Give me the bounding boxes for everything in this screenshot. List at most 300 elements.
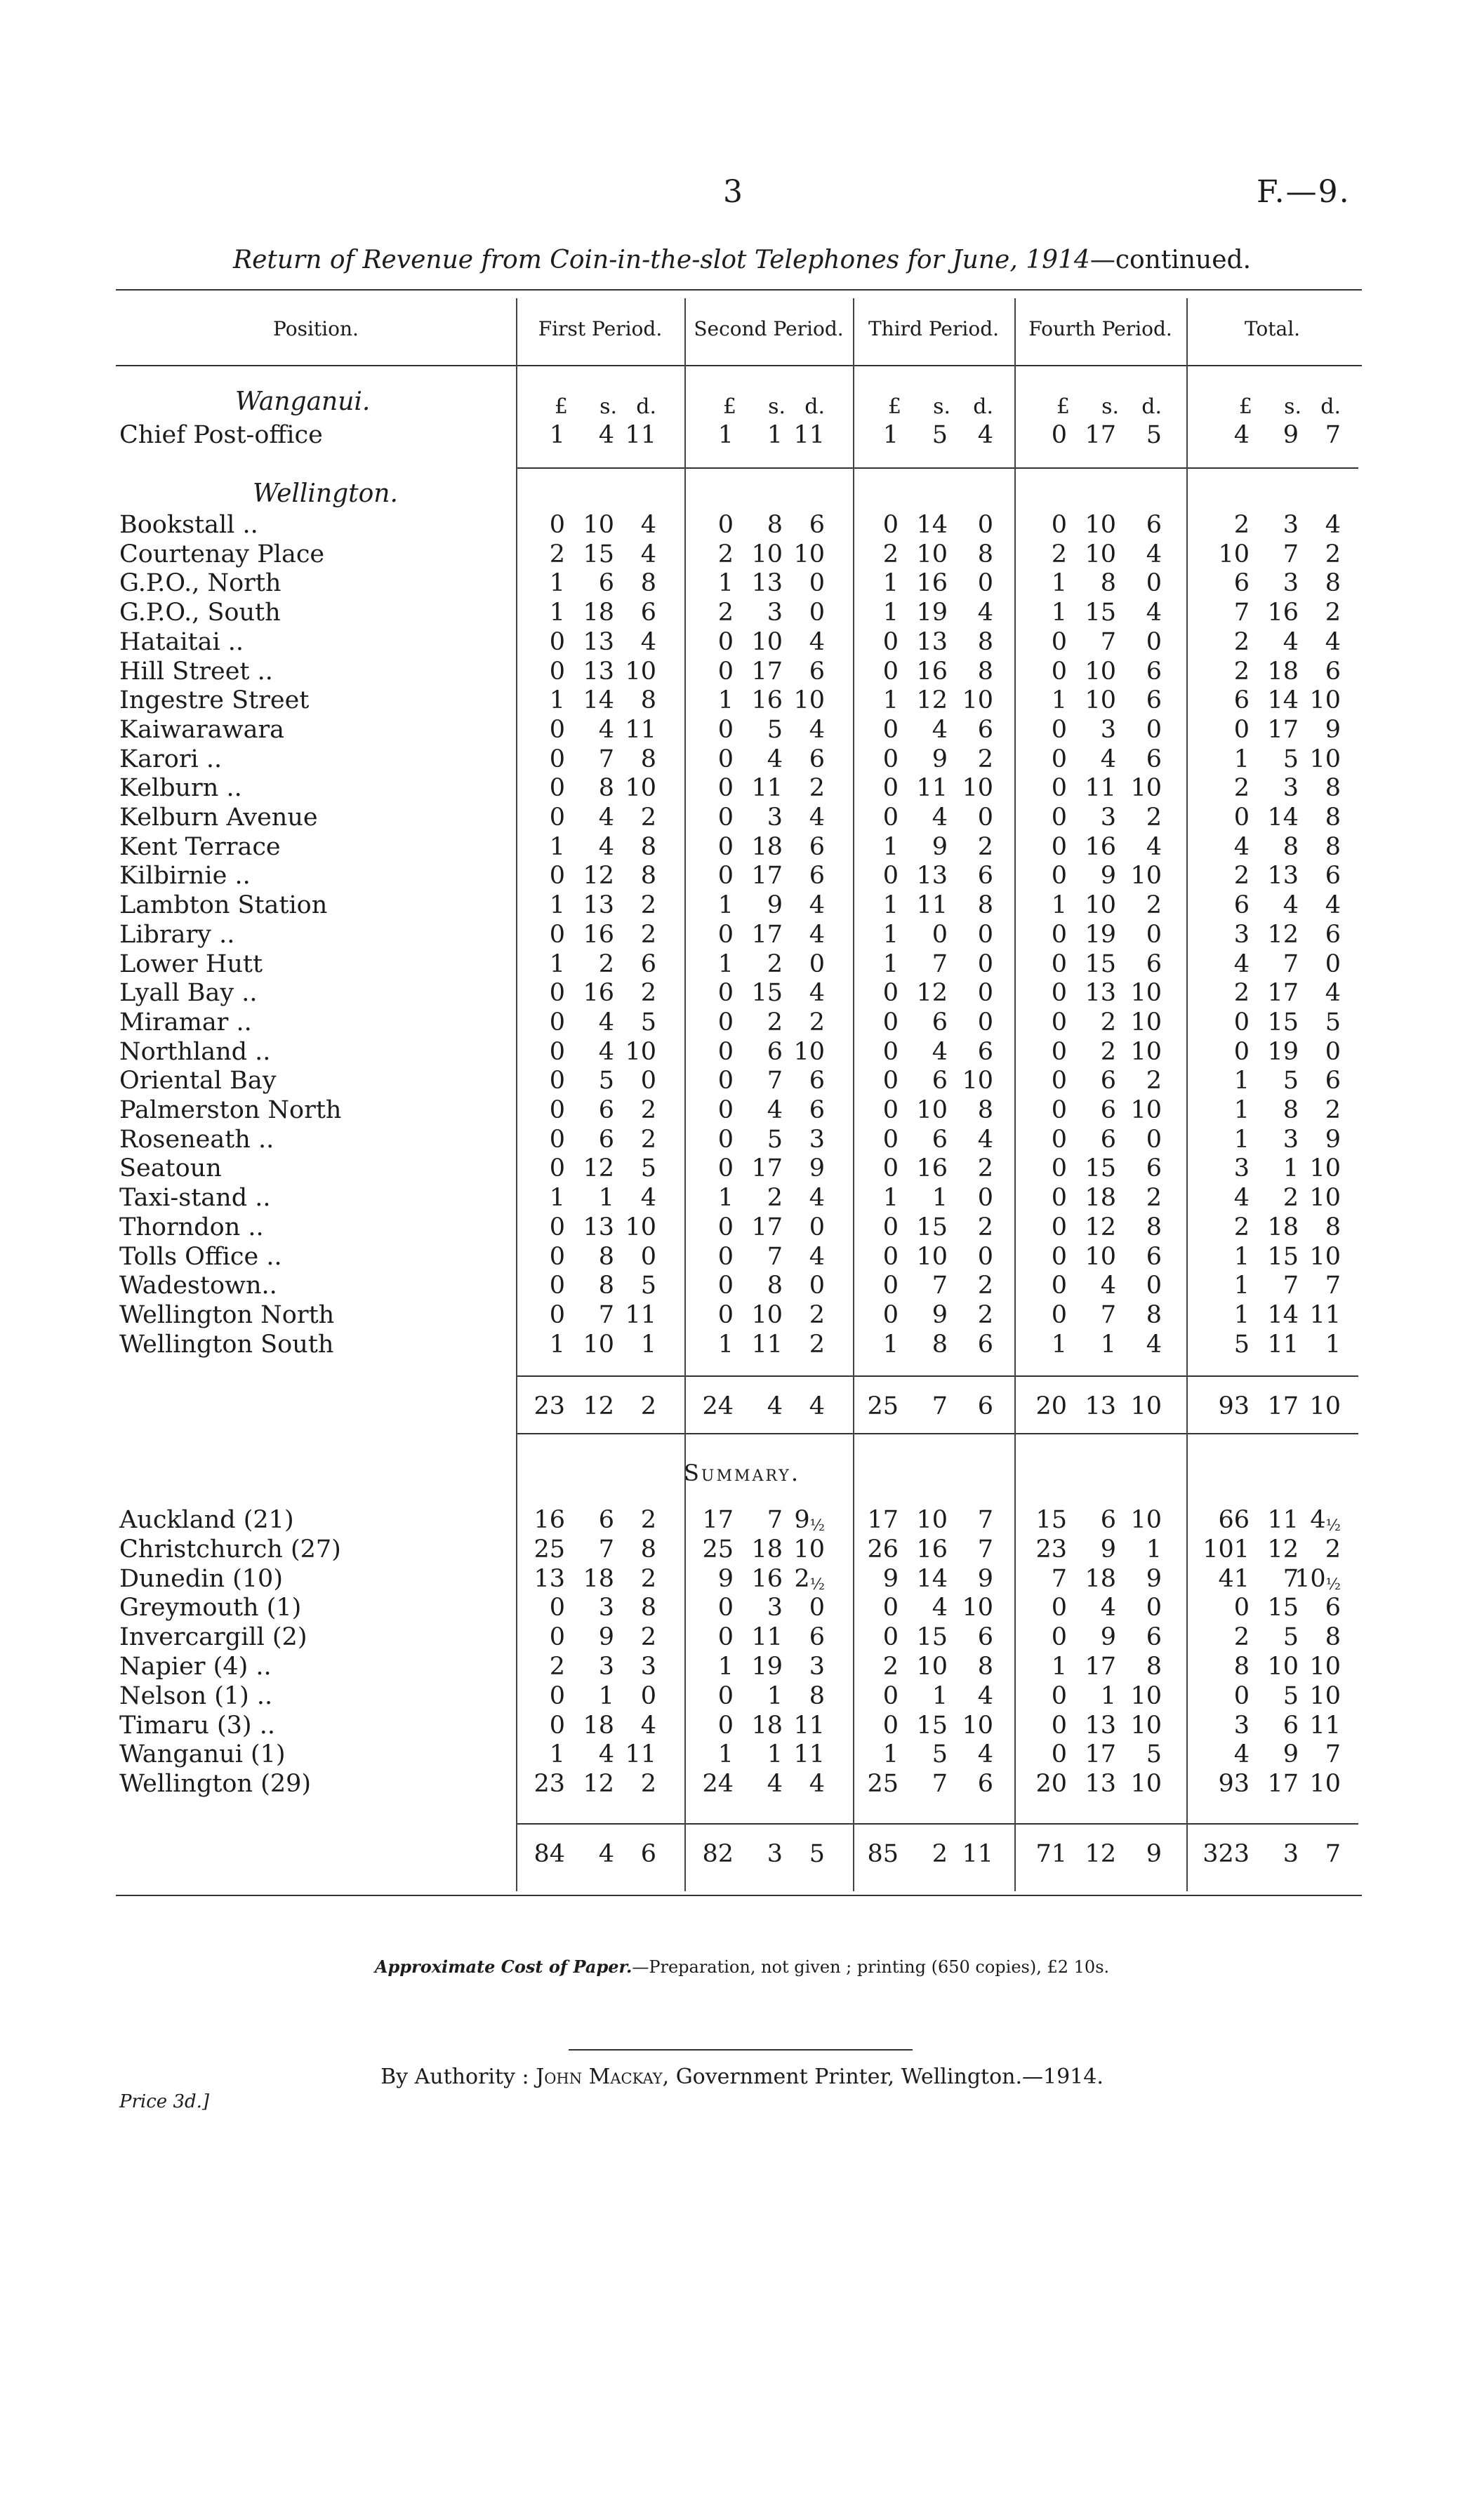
cell-p2-pounds: 0: [717, 774, 734, 803]
summary-row: [0, 1506, 1484, 1535]
cell-p1-shillings: 10: [583, 511, 614, 539]
cell-p1-pounds: 0: [549, 1681, 565, 1710]
cell-p1-pounds: 0: [549, 804, 565, 832]
cell-p4-pence: 2: [1146, 804, 1162, 832]
cell-p2-pence: 2: [809, 1300, 825, 1329]
summary-row: [0, 1653, 1484, 1682]
cell-p3-shillings: 14: [916, 1564, 948, 1593]
cell-p2-pounds: 17: [702, 1506, 734, 1534]
cell-p1-pounds: 1: [549, 891, 565, 920]
cell-p1-pence: 8: [640, 686, 656, 715]
cell-p4-pence: 0: [1146, 627, 1162, 656]
cell-total-pounds: 2: [1233, 657, 1250, 686]
cell-p3-shillings: 16: [916, 569, 948, 598]
cell-p3-shillings: 1: [932, 1184, 948, 1213]
cell-p2-pence: 10: [793, 540, 825, 568]
row-label: Napier (4) ..: [119, 1653, 272, 1681]
cell-p3-shillings: 4: [932, 715, 948, 744]
cell-p4-pounds: 0: [1051, 745, 1067, 773]
cell-p2-shillings: 4: [767, 745, 783, 773]
cell-p4-pounds: 0: [1051, 421, 1067, 449]
cell-total-pounds: 0: [1233, 804, 1250, 832]
cell-total-pence: 6: [1325, 1067, 1341, 1095]
unit-shilling: s.: [1101, 394, 1119, 419]
cell-p1-shillings: 3: [598, 1653, 614, 1681]
summary-total-top-rule: [516, 1823, 1358, 1825]
cell-p2-shillings: 17: [751, 862, 783, 891]
row-label: Chief Post-office: [119, 421, 323, 449]
cell-p2-pence: 11: [793, 1711, 825, 1740]
cell-p4-shillings: 12: [1085, 1840, 1116, 1868]
cell-total-shillings: 9: [1283, 421, 1299, 449]
summary-row: [0, 1682, 1484, 1712]
cell-p2-pence: 4: [809, 979, 825, 1008]
cell-p2-pounds: 0: [717, 1008, 734, 1036]
table-row: [0, 862, 1484, 891]
cell-p4-pounds: 0: [1051, 862, 1067, 891]
cell-p4-pounds: 0: [1051, 774, 1067, 803]
cell-p1-pounds: 0: [549, 774, 565, 803]
cell-p1-shillings: 4: [598, 715, 614, 744]
row-label: Timaru (3) ..: [119, 1711, 275, 1740]
cell-p4-pounds: 0: [1051, 1740, 1067, 1769]
cell-p4-pounds: 0: [1051, 1272, 1067, 1300]
table-row: [0, 950, 1484, 980]
cell-p1-pounds: 0: [549, 1272, 565, 1300]
table-row: [0, 421, 1484, 451]
cell-p3-pence: 6: [977, 862, 993, 891]
cell-p4-shillings: 13: [1085, 1392, 1116, 1420]
cell-p2-pounds: 0: [717, 804, 734, 832]
cell-p1-pence: 4: [640, 627, 656, 656]
cell-p4-pounds: 0: [1051, 1711, 1067, 1740]
cost-label: Approximate Cost of Paper.: [374, 1956, 632, 1977]
cell-p1-shillings: 13: [583, 891, 614, 920]
cell-p3-shillings: 5: [932, 421, 948, 449]
cell-total-pence: 7: [1325, 1740, 1341, 1769]
cell-p4-pounds: 0: [1051, 511, 1067, 539]
header-fourth-period: Fourth Period.: [1028, 317, 1172, 340]
cell-p4-pence: 6: [1146, 1154, 1162, 1183]
cell-p2-shillings: 7: [767, 1242, 783, 1271]
cell-p2-pounds: 0: [717, 979, 734, 1008]
row-label: Hill Street ..: [119, 657, 273, 686]
cell-p2-shillings: 19: [751, 1653, 783, 1681]
cell-total-shillings: 18: [1267, 1213, 1299, 1241]
cell-p1-pence: 6: [640, 1840, 656, 1868]
cell-p1-pounds: 0: [549, 920, 565, 949]
cell-p2-pence: 4: [809, 715, 825, 744]
cell-total-shillings: 15: [1267, 1008, 1299, 1036]
cell-total-pence: 8: [1325, 774, 1341, 803]
cell-p3-shillings: 16: [916, 1535, 948, 1564]
cell-p3-pounds: 1: [882, 832, 899, 861]
cell-p1-pence: 5: [640, 1008, 656, 1036]
cell-total-pence: 10: [1309, 1184, 1341, 1213]
cell-p1-pence: 2: [640, 1506, 656, 1534]
cell-total-pounds: 2: [1233, 1213, 1250, 1241]
cell-p1-shillings: 8: [598, 1272, 614, 1300]
cell-p4-pence: 10: [1130, 774, 1162, 803]
cell-total-pence: 8: [1325, 1213, 1341, 1241]
header-total: Total.: [1244, 317, 1301, 340]
cell-p4-shillings: 10: [1085, 657, 1116, 686]
cell-total-pence: 10: [1309, 1770, 1341, 1799]
cell-p3-pence: 4: [977, 421, 993, 449]
cell-p3-pounds: 0: [882, 1125, 899, 1154]
cell-p2-shillings: 8: [767, 511, 783, 539]
cell-total-shillings: 11: [1267, 1330, 1299, 1359]
cell-p3-shillings: 14: [916, 511, 948, 539]
cell-p4-shillings: 7: [1100, 627, 1116, 656]
cell-total-pence: 10: [1309, 745, 1341, 773]
cell-p1-pounds: 1: [549, 686, 565, 715]
cell-p3-shillings: 12: [916, 686, 948, 715]
table-row: [0, 1038, 1484, 1067]
cell-p1-pence: 0: [640, 1067, 656, 1095]
cell-total-pounds: 3: [1233, 1154, 1250, 1183]
cell-p4-pence: 0: [1146, 1594, 1162, 1622]
row-label: Northland ..: [119, 1037, 271, 1066]
cell-p1-pounds: 0: [549, 1067, 565, 1095]
cell-p4-shillings: 3: [1100, 804, 1116, 832]
cell-p3-pence: 0: [977, 569, 993, 598]
cell-p2-pounds: 0: [717, 1125, 734, 1154]
unit-pence: d.: [636, 394, 656, 419]
cell-p1-pence: 10: [625, 774, 656, 803]
row-label: Karori ..: [119, 745, 223, 773]
half-fraction: ½: [1325, 1575, 1341, 1594]
cell-p3-shillings: 0: [932, 920, 948, 949]
cell-total-pence: 4: [1325, 511, 1341, 539]
unit-pence: d.: [1320, 394, 1341, 419]
row-label: Oriental Bay: [119, 1067, 277, 1095]
cell-p4-shillings: 3: [1100, 715, 1116, 744]
cell-p3-pence: 6: [977, 1330, 993, 1359]
cell-total-shillings: 6: [1283, 1711, 1299, 1740]
cell-p1-pounds: 1: [549, 949, 565, 978]
row-label: Greymouth (1): [119, 1594, 302, 1622]
cell-p4-pence: 5: [1146, 421, 1162, 449]
cell-p4-shillings: 10: [1085, 891, 1116, 920]
row-label: Roseneath ..: [119, 1125, 274, 1154]
cell-p2-pence: 0: [809, 949, 825, 978]
cell-p4-pence: 8: [1146, 1213, 1162, 1241]
cell-p4-pounds: 0: [1051, 657, 1067, 686]
cell-p3-shillings: 6: [932, 1008, 948, 1036]
cell-p4-pounds: 0: [1051, 1242, 1067, 1271]
cell-total-shillings: 1: [1283, 1154, 1299, 1183]
cell-p2-pence: 6: [809, 657, 825, 686]
cell-p4-pounds: 0: [1051, 715, 1067, 744]
cell-p4-shillings: 11: [1085, 774, 1116, 803]
cell-p4-pence: 10: [1130, 1008, 1162, 1036]
cell-p2-pounds: 0: [717, 511, 734, 539]
cell-p2-shillings: 4: [767, 1392, 783, 1420]
cell-p1-pounds: 0: [549, 1711, 565, 1740]
cell-p2-pounds: 0: [717, 1037, 734, 1066]
cell-total-pence: 6: [1325, 862, 1341, 891]
cell-p3-pence: 4: [977, 1681, 993, 1710]
cell-p1-pence: 2: [640, 1125, 656, 1154]
cell-total-shillings: 4: [1283, 627, 1299, 656]
document-reference: F.—9.: [1257, 174, 1351, 210]
cell-total-shillings: 12: [1267, 1535, 1299, 1564]
cell-p4-pence: 0: [1146, 920, 1162, 949]
cell-p3-pence: 4: [977, 1125, 993, 1154]
cell-p3-pence: 0: [977, 949, 993, 978]
cell-p3-pounds: 0: [882, 804, 899, 832]
cell-p2-shillings: 17: [751, 657, 783, 686]
cell-p3-pence: 0: [977, 1242, 993, 1271]
table-row: [0, 1008, 1484, 1038]
cell-total-pence: 7: [1325, 1840, 1341, 1868]
cell-total-pence: 9: [1325, 715, 1341, 744]
cell-p4-pounds: 0: [1051, 1213, 1067, 1241]
cell-p2-pence: 9: [809, 1154, 825, 1183]
cell-p1-pence: 10: [625, 1037, 656, 1066]
cell-p2-pence: 4: [809, 891, 825, 920]
table-row: [0, 1301, 1484, 1331]
section-wanganui: Wanganui.: [235, 387, 371, 416]
cell-p2-pounds: 0: [717, 1623, 734, 1652]
cell-p4-pounds: 23: [1035, 1535, 1067, 1564]
cell-total-pounds: 6: [1233, 686, 1250, 715]
table-row: [0, 1243, 1484, 1272]
cell-total-pence: 8: [1325, 569, 1341, 598]
cell-p2-shillings: 8: [767, 1272, 783, 1300]
cell-p4-shillings: 17: [1085, 1653, 1116, 1681]
cell-p3-pence: 0: [977, 804, 993, 832]
table-row: [0, 716, 1484, 745]
cell-p2-pounds: 2: [717, 599, 734, 627]
cell-total-pounds: 2: [1233, 1623, 1250, 1652]
unit-shilling: s.: [1284, 394, 1301, 419]
row-label: Invercargill (2): [119, 1623, 307, 1652]
cell-p1-pounds: 13: [534, 1564, 565, 1593]
row-label: Kelburn ..: [119, 774, 242, 803]
cell-p1-shillings: 5: [598, 1067, 614, 1095]
cell-p2-pence: 4: [809, 1392, 825, 1420]
page-number: 3: [723, 174, 743, 210]
cell-p2-shillings: 10: [751, 1300, 783, 1329]
cell-total-shillings: 5: [1283, 1681, 1299, 1710]
cell-total-shillings: 3: [1283, 1840, 1299, 1868]
cell-p3-pounds: 0: [882, 1213, 899, 1241]
cell-total-shillings: 11: [1267, 1506, 1299, 1534]
cell-total-shillings: 19: [1267, 1037, 1299, 1066]
cell-p4-shillings: 17: [1085, 421, 1116, 449]
cell-p3-shillings: 7: [932, 1770, 948, 1799]
cell-p2-pounds: 1: [717, 1740, 734, 1769]
cell-total-pounds: 41: [1218, 1564, 1250, 1593]
cell-p4-pounds: 7: [1051, 1564, 1067, 1593]
cell-total-pence: 10½: [1294, 1564, 1341, 1594]
cell-total-pounds: 0: [1233, 1008, 1250, 1036]
cell-p1-pounds: 25: [534, 1535, 565, 1564]
cell-p1-pence: 1: [640, 1330, 656, 1359]
unit-shilling: s.: [599, 394, 617, 419]
cell-p1-pence: 11: [625, 421, 656, 449]
cell-p1-pounds: 1: [549, 832, 565, 861]
cell-total-shillings: 4: [1283, 891, 1299, 920]
table-row: [0, 979, 1484, 1008]
cell-p1-pence: 10: [625, 1213, 656, 1241]
cell-p4-shillings: 1: [1100, 1681, 1116, 1710]
cell-total-pence: 6: [1325, 1594, 1341, 1622]
cell-p4-shillings: 9: [1100, 1535, 1116, 1564]
cell-p4-pence: 8: [1146, 1300, 1162, 1329]
cell-p3-pounds: 26: [867, 1535, 899, 1564]
cell-p3-pounds: 25: [867, 1392, 899, 1420]
cell-p4-pence: 1: [1146, 1535, 1162, 1564]
table-row: [0, 1331, 1484, 1360]
cell-p4-shillings: 9: [1100, 1623, 1116, 1652]
cell-p1-pence: 4: [640, 1184, 656, 1213]
cell-total-pence: 4½: [1310, 1506, 1341, 1535]
half-fraction: ½: [809, 1575, 825, 1594]
cell-p4-pence: 4: [1146, 832, 1162, 861]
cell-p3-shillings: 6: [932, 1125, 948, 1154]
cell-p2-pence: 3: [809, 1653, 825, 1681]
cell-total-pence: 10: [1309, 1681, 1341, 1710]
cell-total-shillings: 15: [1267, 1594, 1299, 1622]
cell-p1-shillings: 12: [583, 862, 614, 891]
cell-p4-shillings: 13: [1085, 1770, 1116, 1799]
printer-name: John Mackay: [536, 2065, 663, 2089]
cell-p2-shillings: 4: [767, 1770, 783, 1799]
cell-p2-shillings: 3: [767, 1594, 783, 1622]
cell-total-pounds: 4: [1233, 421, 1250, 449]
cell-p4-pounds: 0: [1051, 1067, 1067, 1095]
cell-p1-pence: 10: [625, 657, 656, 686]
cell-p2-pounds: 25: [702, 1535, 734, 1564]
cell-p3-pounds: 0: [882, 1623, 899, 1652]
cell-total-shillings: 5: [1283, 1067, 1299, 1095]
cell-total-shillings: 15: [1267, 1242, 1299, 1271]
cell-p2-shillings: 7: [767, 1506, 783, 1534]
cell-p4-pence: 10: [1130, 1037, 1162, 1066]
cell-total-pounds: 2: [1233, 511, 1250, 539]
cell-total-shillings: 2: [1283, 1184, 1299, 1213]
cell-p2-pounds: 0: [717, 920, 734, 949]
summary-row: [0, 1565, 1484, 1594]
cell-p1-pence: 5: [640, 1272, 656, 1300]
row-label: Wanganui (1): [119, 1740, 286, 1769]
cell-p1-pence: 3: [640, 1653, 656, 1681]
cell-p2-shillings: 6: [767, 1037, 783, 1066]
cell-p1-pence: 4: [640, 511, 656, 539]
row-label: Library ..: [119, 920, 235, 949]
cell-p3-shillings: 5: [932, 1740, 948, 1769]
cell-p3-pence: 0: [977, 979, 993, 1008]
cell-p2-shillings: 2: [767, 1008, 783, 1036]
cell-p1-pounds: 0: [549, 1125, 565, 1154]
cell-p2-pence: 6: [809, 1096, 825, 1124]
cell-p4-pounds: 20: [1035, 1770, 1067, 1799]
cell-total-pence: 4: [1325, 891, 1341, 920]
row-label: Kent Terrace: [119, 832, 281, 861]
cell-p4-pence: 4: [1146, 540, 1162, 568]
cell-p2-pence: 5: [809, 1840, 825, 1868]
cell-total-shillings: 10: [1267, 1653, 1299, 1681]
cell-p1-pence: 8: [640, 1535, 656, 1564]
cell-p2-shillings: 4: [767, 1096, 783, 1124]
cell-p3-pence: 0: [977, 920, 993, 949]
cell-p3-pounds: 0: [882, 1711, 899, 1740]
cell-p3-pence: 10: [962, 1711, 993, 1740]
cell-p4-pence: 6: [1146, 657, 1162, 686]
cell-p3-shillings: 11: [916, 774, 948, 803]
cell-p3-pounds: 2: [882, 540, 899, 568]
row-label: Christchurch (27): [119, 1535, 341, 1564]
cell-p4-pounds: 0: [1051, 804, 1067, 832]
cell-total-pence: 10: [1309, 1242, 1341, 1271]
cell-p4-pounds: 0: [1051, 1623, 1067, 1652]
cell-p2-pence: 11: [793, 1740, 825, 1769]
cell-p4-pence: 10: [1130, 1681, 1162, 1710]
table-row: [0, 686, 1484, 716]
cell-total-pounds: 2: [1233, 862, 1250, 891]
title-tail: —continued.: [1089, 246, 1252, 274]
cell-p4-shillings: 18: [1085, 1564, 1116, 1593]
cell-p2-pence: 4: [809, 1770, 825, 1799]
cell-p4-pounds: 0: [1051, 627, 1067, 656]
cell-p3-pounds: 85: [867, 1840, 899, 1868]
cell-p4-pounds: 1: [1051, 891, 1067, 920]
cell-p4-pounds: 0: [1051, 1681, 1067, 1710]
table-bottom-rule: [116, 1895, 1362, 1896]
cell-total-pence: 0: [1325, 1037, 1341, 1066]
cell-p4-pence: 2: [1146, 1067, 1162, 1095]
authority-prefix: By Authority :: [380, 2065, 536, 2089]
cell-total-shillings: 5: [1283, 745, 1299, 773]
cell-p1-pounds: 0: [549, 627, 565, 656]
cell-p2-pence: 6: [809, 511, 825, 539]
cell-total-pence: 6: [1325, 920, 1341, 949]
cell-p1-pounds: 0: [549, 1623, 565, 1652]
cell-p2-pounds: 1: [717, 1184, 734, 1213]
cell-total-shillings: 5: [1283, 1623, 1299, 1652]
cell-p3-shillings: 13: [916, 862, 948, 891]
cell-p1-shillings: 10: [583, 1330, 614, 1359]
cell-total-shillings: 3: [1283, 511, 1299, 539]
cell-p2-pence: 10: [793, 1535, 825, 1564]
row-label: Kelburn Avenue: [119, 804, 318, 832]
cell-total-pence: 10: [1309, 1392, 1341, 1420]
cell-p3-pence: 8: [977, 657, 993, 686]
cell-total-shillings: 14: [1267, 804, 1299, 832]
cell-total-pounds: 7: [1233, 599, 1250, 627]
cell-p4-pounds: 0: [1051, 1184, 1067, 1213]
unit-pound: £: [1056, 394, 1070, 419]
half-fraction: ½: [809, 1517, 825, 1535]
cell-p2-pence: 0: [809, 569, 825, 598]
cell-p4-shillings: 6: [1100, 1067, 1116, 1095]
cell-p3-pence: 10: [962, 1067, 993, 1095]
cell-p3-pence: 4: [977, 1740, 993, 1769]
header-third-period: Third Period.: [868, 317, 1000, 340]
cell-p1-shillings: 9: [598, 1623, 614, 1652]
row-label: G.P.O., South: [119, 599, 281, 627]
cell-p3-shillings: 10: [916, 540, 948, 568]
cell-p2-pence: 6: [809, 745, 825, 773]
cell-p3-shillings: 13: [916, 627, 948, 656]
cell-p3-pence: 6: [977, 715, 993, 744]
cell-p4-pence: 0: [1146, 1125, 1162, 1154]
cell-p4-shillings: 10: [1085, 1242, 1116, 1271]
cell-p3-pounds: 1: [882, 686, 899, 715]
